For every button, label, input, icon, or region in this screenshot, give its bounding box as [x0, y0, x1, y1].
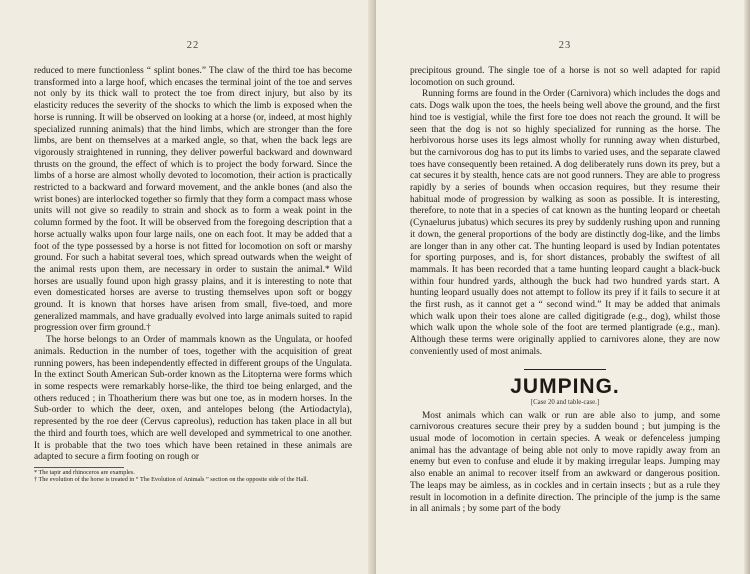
paragraph: The horse belongs to an Order of mammals known as the Ungulata, or hoofed animals. Reduction in the number of toes, together with the acquisition of great running powers, has been independently effected in different groups of the Ungulata. In the extinct South American Sub-order known as the Litopterna were forms which in some respects were remarkably horse-like, the third toe being enlarged, and the others reduced ; in Thoatherium there was but one toe, as in modern horses. In the Sub-order to which the deer, oxen, and antelopes belong (the Artiodactyla), represented by the roe deer (Cervus capreolus), reduction has taken place in all but the third and fourth toes, which are well developed and symmetrical to one another. It is probable that the two toes which have been retained in these animals are adapted to secure a firm footing on rough or [34, 335, 352, 463]
page-number-left: 22 [186, 40, 200, 51]
left-page [0, 0, 374, 574]
paragraph: reduced to mere functionless “ splint bones.” The claw of the third toe has become transformed into a large hoof, which encases the terminal joint of the toe and serves not only by its thick wall to protect the toe from direct injury, but also by its elasticity reduces the severity of the shocks to which the limb is exposed when the horse is running. It will be observed on looking at a horse (or, indeed, at most highly specialized running animals) that the hind limbs, which are stronger than the fore limbs, are bent on themselves at a marked angle, so that, when the back legs are vigorously straightened in running, they deliver powerful backward and downward thrusts on the ground, the effect of which is to project the body forward. Since the limbs of a horse are almost wholly devoted to locomotion, their action is practically restricted to a backward and forward movement, and the ankle bones (and also the wrist bones) are interlocked together so firmly that they form a compact mass whose units will not give so readily to strain and shock as to form a weak point in the column formed by the foot. It will be observed from the foregoing description that a horse actually walks upon four large nails, one on each foot. It may be added that a foot of the type possessed by a horse is not fitted for locomotion on soft or marshy ground. For such a habitat several toes, which spread outwards when the weight of the animal rests upon them, are necessary in order to sustain the animal.* Wild horses are usually found upon high grassy plains, and it is interesting to note that even domesticated horses are averse to trusting themselves upon soft or boggy ground. It is known that horses have arisen from small, five-toed, and more generalized mammals, and have gradually evolved into large animals suited to rapid progression over firm ground.† [34, 66, 352, 334]
footnote: † The evolution of the horse is treated in “ The Evolution of Animals ” section on the opposite side of the Hall. [34, 476, 309, 484]
section-subheading: [Case 20 and table-case.] [530, 398, 600, 406]
section-rule [524, 369, 606, 370]
paragraph: precipitous ground. The single toe of a horse is not so well adapted for rapid locomotion on such ground. [410, 66, 720, 88]
section-heading: JUMPING. [510, 374, 620, 398]
right-page [376, 0, 750, 574]
section-text [410, 411, 720, 516]
page-number-right: 23 [558, 40, 572, 51]
left-page-text [34, 66, 352, 464]
footnote: * The tapir and rhinoceros are examples. [34, 468, 135, 476]
right-page-text [410, 66, 720, 359]
page-edge [744, 0, 750, 574]
paragraph: Running forms are found in the Order (Carnivora) which includes the dogs and cats. Dogs walk upon the toes, the heels being well above the ground, and the first hind toe is vestigial, while the first fore toe does not reach the ground. It will be seen that the dog is not so highly specialized for running as the horse. The herbivorous horse uses its legs almost wholly for running away when disturbed, but the carnivorous dog has to put its limbs to varied uses, and the separate clawed toes have consequently been retained. A dog deliberately runs down its prey, but a cat secures it by stealth, hence cats are not good runners. They are able to progress rapidly by a series of bounds when occasion requires, but they resume their habitual mode of progression by walking as soon as possible. It is interesting, therefore, to note that in a species of cat known as the hunting leopard or cheetah (Cynaelurus jubatus) which secures its prey by suddenly rushing upon and running it down, the general proportions of the body are distinctly dog-like, and the limbs are longer than in any other cat. The hunting leopard is used by Indian potentates for sporting purposes, and is, for short distances, probably the swiftest of all mammals. It has been recorded that a tame hunting leopard caught a black-buck within four hundred yards, although the buck had two hundred yards start. A hunting leopard usually does not attempt to follow its prey if it fails to secure it at the first rush, as it cannot get a “ second wind.” It may be added that animals which walk upon their toes alone are called digitigrade (e.g., dog), whilst those which walk upon the whole sole of the foot are termed plantigrade (e.g., man). Although these terms were originally applied to carnivores alone, they are now conveniently used of most animals. [410, 89, 720, 357]
paragraph: Most animals which can walk or run are able also to jump, and some carnivorous creatures secure their prey by a sudden bound ; but jumping is the usual mode of locomotion in certain species. A weak or defenceless jumping animal has the advantage of being able not only to move rapidly away from an enemy but even to confuse and elude it by making irregular leaps. Jumping may also enable an animal to recover itself from an awkward or dangerous position. The leaps may be aimless, as in cockles and in certain insects ; but as a rule they result in locomotion in a definite direction. The principle of the jump is the same in all animals ; by some part of the body [410, 410, 720, 515]
footnotes [34, 467, 309, 484]
